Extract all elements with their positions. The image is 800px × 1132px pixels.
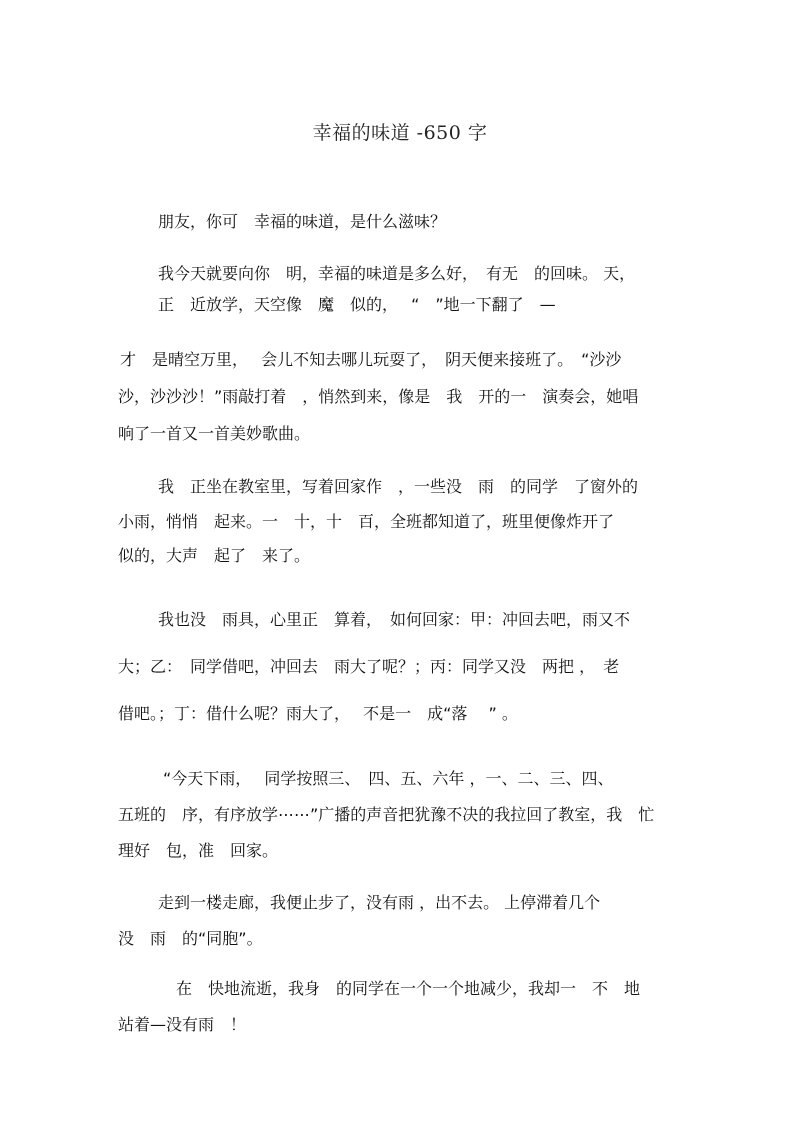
paragraph-line: 我也没 雨具，心里正 算着， 如何回家：甲：冲回去吧，雨又不: [158, 610, 631, 629]
paragraph-line: 大；乙： 同学借吧，冲回去 雨大了呢？；丙：同学又没 两把 ， 老: [118, 657, 620, 676]
paragraph-line: 朋友，你可 幸福的味道，是什么滋味？: [158, 212, 447, 231]
paragraph-line: 响了一首又一首美妙歌曲。: [118, 424, 311, 443]
paragraph-line: 在 快地流逝，我身 的同学在一个一个地减少，我却一 不 地: [176, 979, 641, 998]
paragraph-line: 我今天就要向你 明，幸福的味道是多么好， 有无 的回味。 天，: [158, 264, 636, 283]
paragraph-line: 走到一楼走廊，我便止步了，没有雨 ，出不去。 上停滞着几个: [158, 893, 601, 912]
paragraph-line: 我 正坐在教室里，写着回家作 ，一些没 雨 的同学 了窗外的: [158, 477, 639, 496]
paragraph-line: 五班的 序，有序放学⋯⋯”广播的声音把犹豫不决的我拉回了教室，我 忙: [118, 805, 655, 824]
document-title: 幸福的味道 -650 字: [312, 122, 488, 144]
paragraph-line: 小雨，悄悄 起来。一 十，十 百，全班都知道了，班里便像炸开了: [118, 512, 615, 531]
paragraph-line: 站着—没有雨 ！: [118, 1015, 247, 1034]
paragraph-line: 理好 包，准 回家。: [118, 841, 279, 860]
paragraph-line: 借吧。；丁：借什么呢？雨大了， 不是一 成“落 ” 。: [118, 704, 518, 723]
paragraph-line: “今天下雨， 同学按照三、 四、五、六年 ，一、二、三、四、: [163, 769, 614, 788]
paragraph-line: 沙，沙沙沙！”雨敲打着 ，悄然到来，像是 我 开的一 演奏会，她唱: [118, 387, 639, 406]
paragraph-line: 正 近放学，天空像 魔 似的， “ ”地一下翻了 —: [158, 295, 556, 314]
paragraph-line: 没 雨 的“同胞”。: [118, 929, 263, 948]
paragraph-line: 才 是晴空万里， 会儿不知去哪儿玩耍了， 阴天便来接班了。 “沙沙: [120, 350, 622, 369]
paragraph-line: 似的，大声 起了 来了。: [118, 546, 311, 565]
